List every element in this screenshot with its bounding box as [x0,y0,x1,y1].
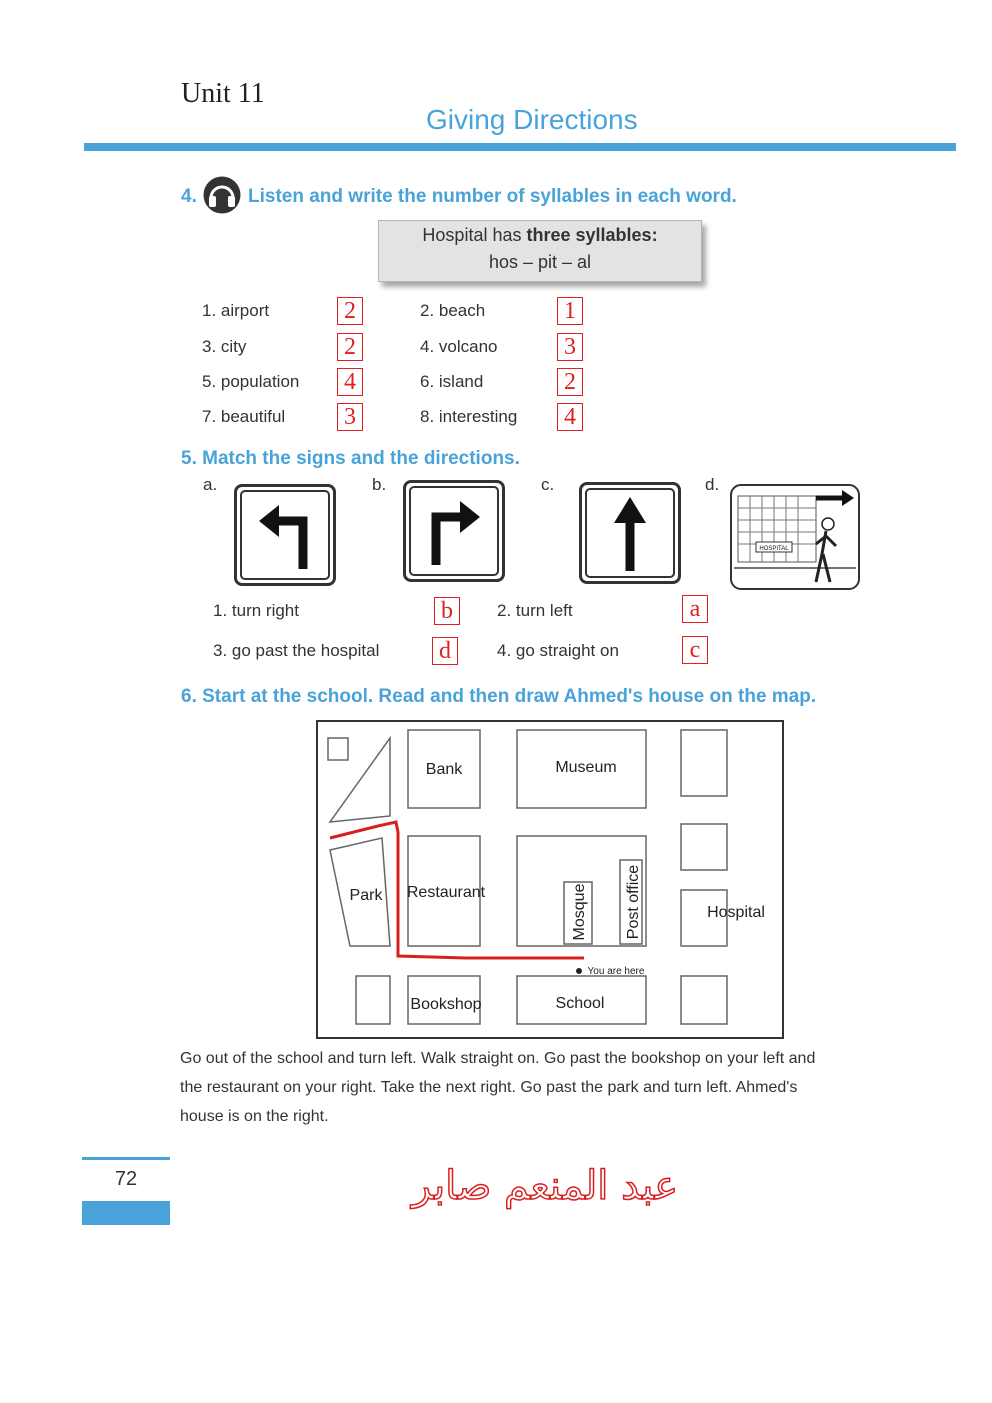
syllable-example-box [378,220,702,282]
answer-box[interactable]: 3 [557,333,583,361]
map-block [681,976,727,1024]
word-item: 3. city [202,337,247,356]
sign-straight-on [579,482,681,584]
map-block [328,738,348,760]
paragraph-line: house is on the right. [180,1108,329,1125]
town-map [316,720,784,1040]
map-label-mosque: Mosque [571,883,588,941]
map-block [681,824,727,870]
sign-letter: b. [372,475,387,494]
direction-item: 3. go past the hospital [213,641,380,660]
sign-letter: c. [541,475,555,494]
map-label-you-are-here: You are here [587,966,645,977]
turn-right-arrow-icon [406,483,502,579]
map-label-museum: Museum [555,759,617,776]
headphones-icon [203,176,241,214]
ex4-instruction: Listen and write the number of syllables in each word. [248,186,737,207]
page-number-bar [82,1201,170,1225]
paragraph-line: Go out of the school and turn left. Walk straight on. Go past the bookshop on your left and [180,1050,816,1067]
answer-box[interactable]: 1 [557,297,583,325]
map-label-school: School [555,995,605,1012]
map-block [681,730,727,796]
word-item: 2. beach [420,301,486,320]
page-number: 72 [114,1168,138,1190]
paragraph-line: the restaurant on your right. Take the next right. Go past the park and turn left. Ahmed's [180,1079,798,1096]
answer-box[interactable]: 2 [337,333,363,361]
answer-box[interactable]: 4 [557,403,583,431]
word-item: 5. population [202,372,300,391]
map-label-hospital: Hospital [707,904,765,921]
word-item: 1. airport [202,301,270,320]
map-label-bank: Bank [425,761,463,778]
map-label-restaurant: Restaurant [406,884,486,901]
sign-turn-right [403,480,505,582]
directions-paragraph [180,1044,902,1131]
answer-box[interactable]: a [682,595,708,623]
direction-item: 4. go straight on [497,641,619,660]
example-bold: three syllables [526,225,652,245]
sign-letter: a. [203,475,218,494]
answer-box[interactable]: 2 [557,368,583,396]
sign-letter: d. [705,475,720,494]
ex5-instruction: 5. Match the signs and the directions. [181,448,520,469]
direction-item: 2. turn left [497,601,573,620]
direction-item: 1. turn right [213,601,299,620]
example-colon: : [651,225,658,245]
header-rule [84,143,956,151]
straight-arrow-icon [582,485,678,581]
ex4-number: 4. [181,186,197,207]
example-split: hos – pit – al [488,252,592,272]
example-text: Hospital has [422,225,527,245]
sign-turn-left [234,484,336,586]
word-item: 7. beautiful [202,407,286,426]
hospital-picture-text: HOSPITAL [759,546,789,552]
answer-box[interactable]: 3 [337,403,363,431]
word-item: 6. island [420,372,484,391]
answer-box[interactable]: c [682,636,708,664]
unit-label: Unit 11 [181,78,265,109]
answer-box[interactable]: 2 [337,297,363,325]
answer-box[interactable]: b [434,597,460,625]
map-block [356,976,390,1024]
you-are-here-dot [576,968,582,974]
ex6-instruction: 6. Start at the school. Read and then draw Ahmed's house on the map. [181,686,817,707]
page-number-rule [82,1157,170,1160]
go-past-hospital-icon [730,484,860,590]
page-title: Giving Directions [426,104,638,135]
signature: عبد المنعم صابر [411,1163,679,1209]
answer-box[interactable]: 4 [337,368,363,396]
word-item: 4. volcano [420,337,498,356]
answer-box[interactable]: d [432,637,458,665]
word-item: 8. interesting [420,407,518,426]
map-label-bookshop: Bookshop [410,996,482,1013]
map-label-park: Park [349,887,383,904]
map-label-post-office: Post office [625,864,642,940]
turn-left-arrow-icon [237,487,333,583]
